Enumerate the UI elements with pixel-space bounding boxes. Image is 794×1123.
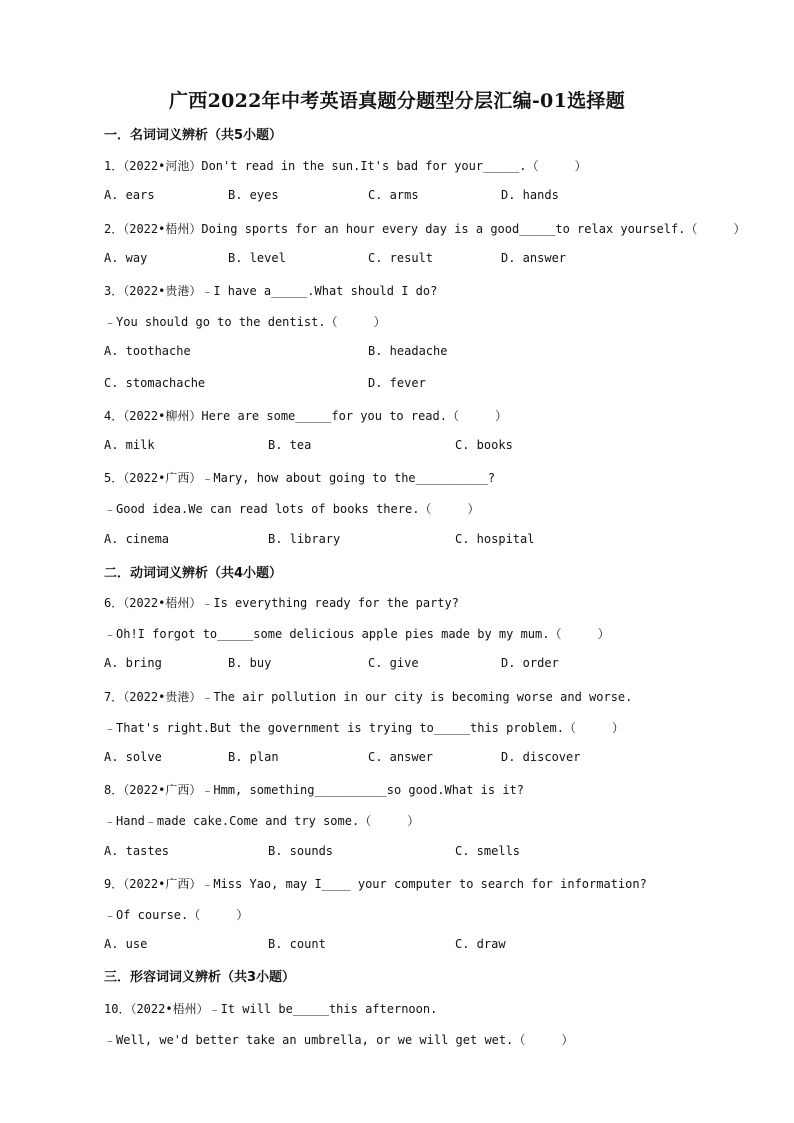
option-c: C. draw [455, 937, 506, 951]
option-c: C. books [455, 438, 513, 452]
option-c: C. answer [368, 750, 434, 764]
question-reply: ﹣Oh!I forgot to_____some delicious apple pies made by my mum.（ ） [104, 627, 610, 641]
question-stem: 7．（2022•贵港）﹣The air pollution in our city is becoming worse and worse. [104, 690, 633, 704]
option-a: A. milk [104, 438, 155, 452]
option-a: A. bring [104, 656, 162, 670]
option-c: C. stomachache [104, 376, 206, 390]
page-title: 广西2022年中考英语真题分题型分层汇编-01选择题 [168, 90, 625, 112]
option-b: B. library [268, 532, 341, 546]
option-d: D. fever [368, 376, 426, 390]
question-stem: 10．（2022•梧州）﹣It will be_____this afternoon. [104, 1002, 438, 1016]
option-a: A. use [104, 937, 148, 951]
question-reply: ﹣Well, we'd better take an umbrella, or we will get wet.（ ） [104, 1033, 574, 1047]
option-c: C. arms [368, 188, 419, 202]
question-reply: ﹣That's right.But the government is trying to_____this problem.（ ） [104, 721, 625, 735]
question-stem: 8．（2022•广西）﹣Hmm, something__________so good.What is it? [104, 783, 525, 797]
question-stem: 5．（2022•广西）﹣Mary, how about going to the__________? [104, 471, 496, 485]
option-a: A. cinema [104, 532, 170, 546]
section-heading: 一．名词词义辨析（共5小题） [104, 128, 283, 143]
question-reply: ﹣Of course.（ ） [104, 908, 249, 922]
option-b: B. eyes [228, 188, 279, 202]
option-c: C. result [368, 251, 434, 265]
option-b: B. count [268, 937, 326, 951]
option-b: B. buy [228, 656, 272, 670]
option-b: B. headache [368, 344, 448, 358]
option-c: C. give [368, 656, 419, 670]
option-d: D. order [501, 656, 559, 670]
question-stem: 9．（2022•广西）﹣Miss Yao, may I____ your computer to search for information? [104, 877, 647, 891]
question-stem: 3．（2022•贵港）﹣I have a_____.What should I do? [104, 284, 438, 298]
question-reply: ﹣You should go to the dentist.（ ） [104, 315, 386, 329]
section-heading: 二．动词词义辨析（共4小题） [104, 566, 283, 581]
option-a: A. way [104, 251, 148, 265]
question-stem: 4．（2022•柳州）Here are some_____for you to read.（ ） [104, 409, 508, 423]
option-c: C. hospital [455, 532, 535, 546]
option-b: B. tea [268, 438, 312, 452]
question-stem: 6．（2022•梧州）﹣Is everything ready for the party? [104, 596, 459, 610]
option-a: A. toothache [104, 344, 191, 358]
option-d: D. answer [501, 251, 567, 265]
question-stem: 1．（2022•河池）Don't read in the sun.It's bad for your_____.（ ） [104, 159, 587, 173]
option-b: B. sounds [268, 844, 334, 858]
section-heading: 三．形容词词义辨析（共3小题） [104, 970, 296, 985]
option-b: B. level [228, 251, 286, 265]
option-b: B. plan [228, 750, 279, 764]
question-reply: ﹣Hand﹣made cake.Come and try some.（ ） [104, 814, 420, 828]
question-reply: ﹣Good idea.We can read lots of books there.（ ） [104, 502, 480, 516]
option-a: A. ears [104, 188, 155, 202]
option-c: C. smells [455, 844, 521, 858]
option-d: D. hands [501, 188, 559, 202]
option-d: D. discover [501, 750, 581, 764]
option-a: A. solve [104, 750, 162, 764]
question-stem: 2．（2022•梧州）Doing sports for an hour every day is a good_____to relax yourself.（ ） [104, 222, 746, 236]
option-a: A. tastes [104, 844, 170, 858]
